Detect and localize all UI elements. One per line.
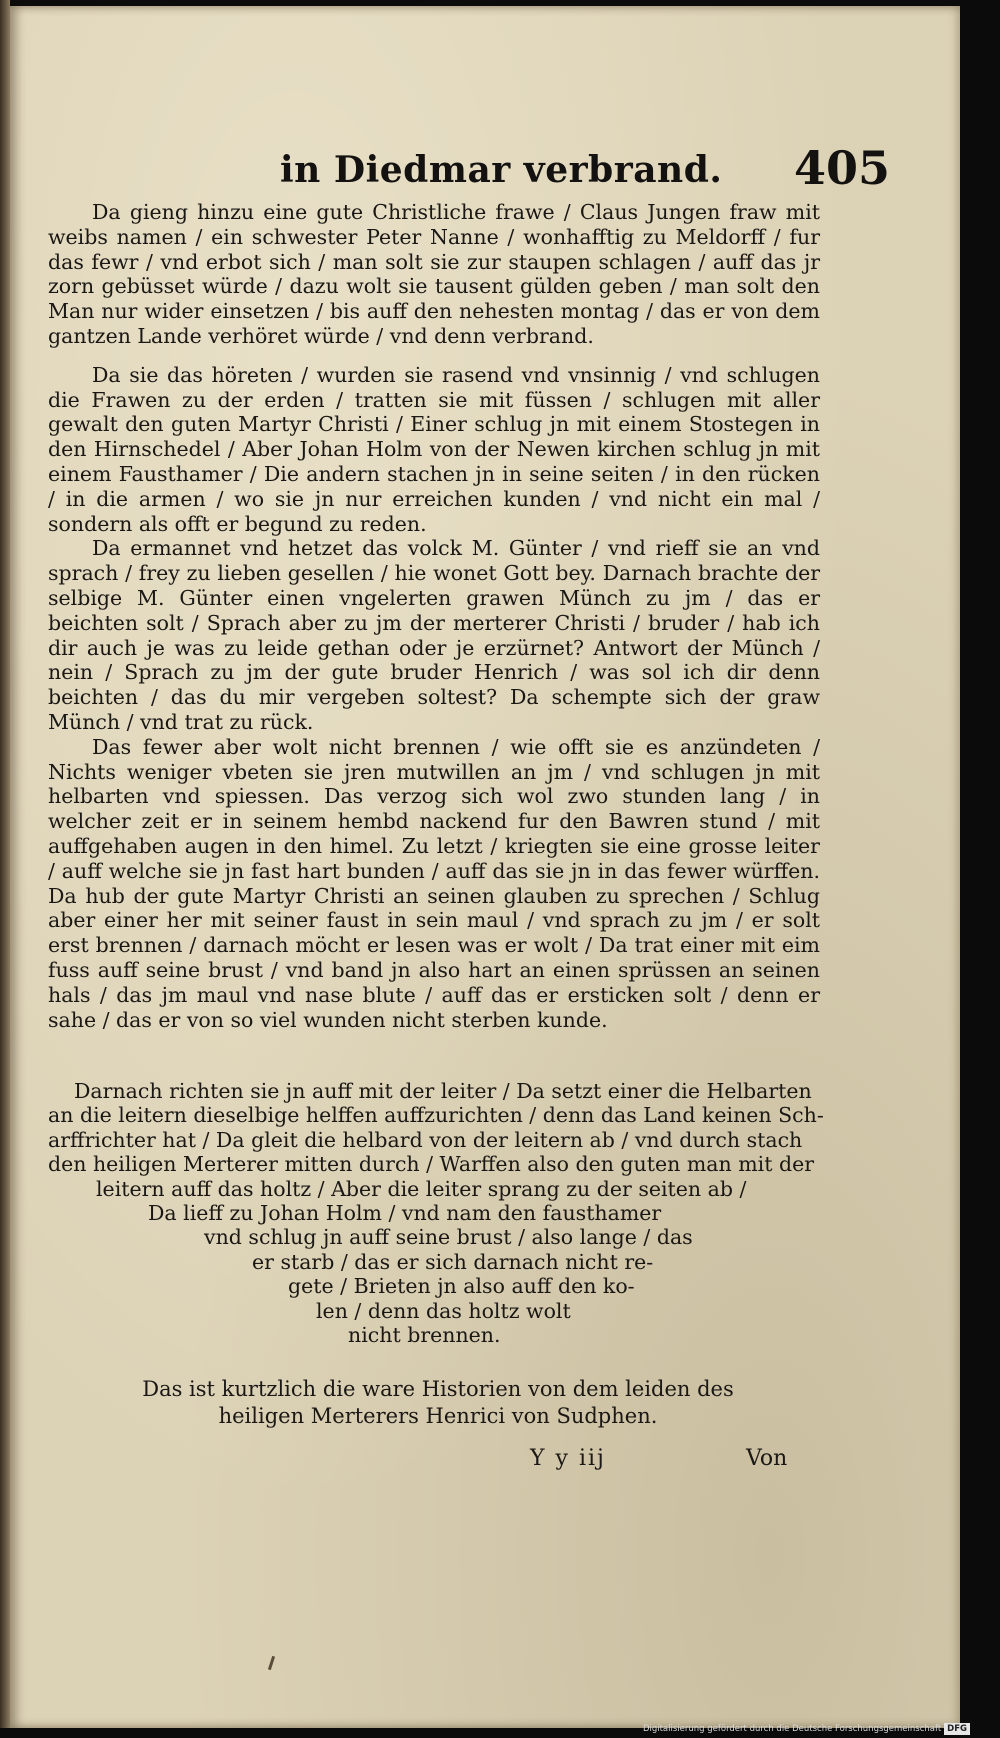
taper-line: Darnach richten sie jn auff mit der leiter / Da setzt einer die Helbarten [74,1079,812,1103]
body-text [48,200,820,1032]
taper-line: leitern auff das holtz / Aber die leiter sprang zu der seiten ab / [96,1176,747,1201]
book-spine-edge [0,0,10,1728]
scan-margin [960,0,1000,1728]
paragraph: Da sie das höreten / wurden sie rasend vnd vnsinnig / vnd schlugen die Frawen zu der erden / tratten sie mit füssen / schlugen mit aller gewalt den guten Martyr Christi / Einer schlug jn mit einem Stostegen in den Hirnschedel / Aber Johan Holm von der Newen kirchen schlug jn mit einem Fausthamer / Die andern stachen jn in seine seiten / in den rücken / in die armen / wo sie jn nur erreichen kunden / vnd nicht ein mal / sondern als offt er begund zu reden. [48,362,820,536]
taper-line: an die leitern dieselbige helffen auffzurichten / denn das Land keinen Sch- [48,1103,824,1128]
taper-line: arffrichter hat / Da gleit die helbard von der leitern ab / vnd durch stach [48,1127,803,1152]
page-number: 405 [793,141,890,195]
ink-blemish [268,1656,275,1670]
paragraph: Da ermannet vnd hetzet das volck M. Günter / vnd rieff sie an vnd sprach / frey zu lieben gesellen / hie wonet Gott bey. Darnach brachte der selbige M. Günter einen vngelerten grawen Münch zu jm / das er beichten solt / Sprach aber zu jm der merterer Christi / bruder / hab ich dir auch je was zu leide gethan oder je erzürnet? Antwort der Münch / nein / Sprach zu jm der gute bruder Henrich / was sol ich dir denn beichten / das du mir vergeben soltest? Da schempte sich der graw Münch / vnd trat zu rück. [48,536,820,734]
catchword: Von [746,1446,788,1471]
credit-text: Digitalisierung gefördert durch die Deutsche Forschungsgemeinschaft [642,1724,942,1734]
page-header [250,141,890,199]
running-head: in Diedmar verbrand. [280,149,723,191]
signature-mark: Y y iij [530,1446,606,1471]
dfg-logo: DFG [944,1723,970,1735]
taper-line: gete / Brieten jn also auff den ko- [288,1274,635,1299]
closing-statement [118,1376,758,1430]
closing-line: heiligen Merterers Henrici von Sudphen. [218,1404,658,1428]
closing-line: Das ist kurtzlich die ware Historien von dem leiden des [142,1377,734,1401]
tapered-paragraph [48,1079,824,1348]
taper-line: Da lieff zu Johan Holm / vnd nam den fausthamer [148,1201,662,1226]
taper-line: len / denn das holtz wolt [316,1298,571,1323]
digitization-credit [643,1723,970,1735]
taper-line: nicht brennen. [348,1323,501,1348]
paragraph: Da gieng hinzu eine gute Christliche frawe / Claus Jungen fraw mit weibs namen / ein schwester Peter Nanne / wonhafftig zu Meldorff / fur das fewr / vnd erbot sich / man solt sie zur staupen schlagen / auff das jr zorn gebüsset würde / dazu wolt sie tausent gülden geben / man solt den Man nur wider einsetzen / bis auff den nehesten montag / das er von dem gantzen Lande verhöret würde / vnd denn verbrand. [48,200,820,348]
book-page [10,6,960,1728]
taper-line: vnd schlug jn auff seine brust / also lange / das [204,1225,693,1250]
taper-line: den heiligen Merterer mitten durch / Warffen also den guten man mit der [48,1152,815,1177]
paragraph: Das fewer aber wolt nicht brennen / wie offt sie es anzündeten / Nichts weniger vbeten sie jren mutwillen an jm / vnd schlugen jn mit helbarten vnd spiessen. Das verzog sich wol zwo stunden lang / in welcher zeit er in seinem hembd nackend fur den Bawren stund / mit auffgehaben augen in den himel. Zu letzt / kriegten sie eine grosse leiter / auff welche sie jn fast hart bunden / auff das sie jn in das fewer würffen. Da hub der gute Martyr Christi an seinen glauben zu sprechen / Schlug aber einer her mit seiner faust in sein maul / vnd sprach zu jm / er solt erst brennen / darnach möcht er lesen was er wolt / Da trat einer mit eim fuss auff seine brust / vnd band jn also hart an einen sprüssen an seinen hals / das jm maul vnd nase blute / auff das er ersticken solt / denn er sahe / das er von so viel wunden nicht sterben kunde. [48,734,820,1032]
taper-line: er starb / das er sich darnach nicht re- [252,1249,654,1274]
